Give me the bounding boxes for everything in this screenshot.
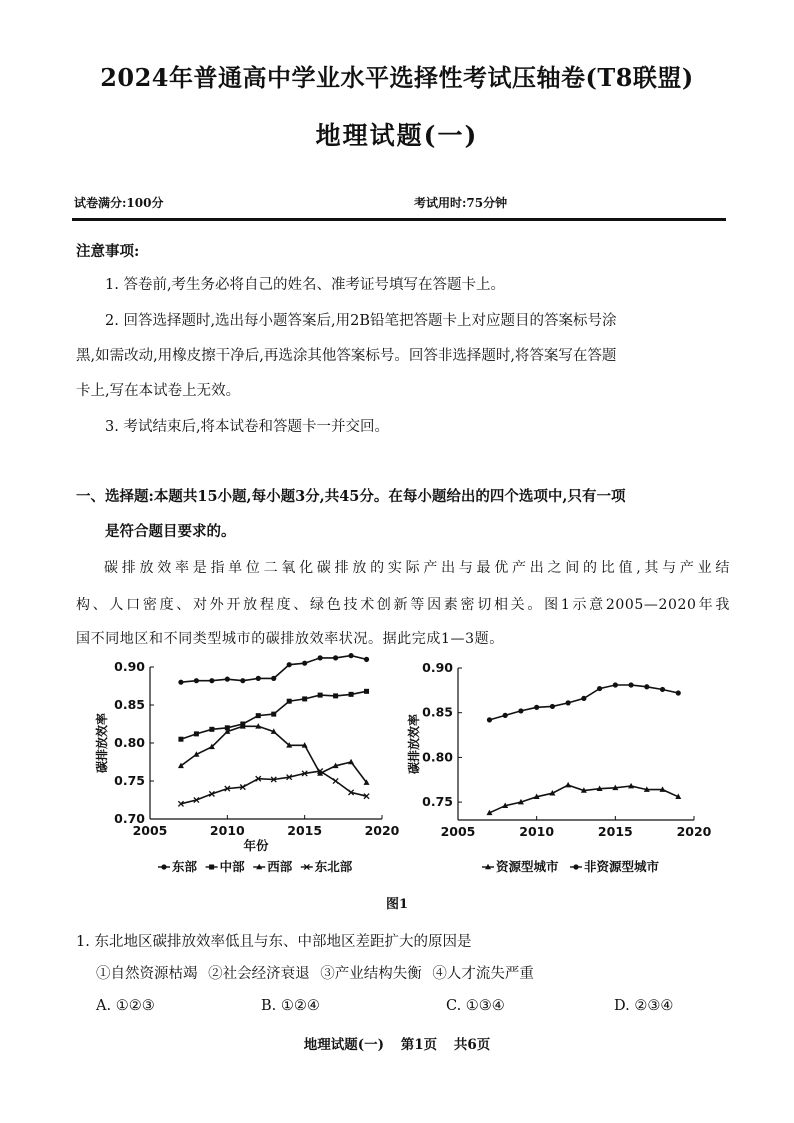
notice-item-2-line-3: 卡上,写在本试卷上无效。 <box>76 383 241 399</box>
section-heading-cont: 是符合题目要求的。 <box>105 523 236 540</box>
x-tick-label: 2005 <box>132 823 168 838</box>
x-tick-label: 2005 <box>440 824 476 839</box>
x-tick-label: 2020 <box>676 824 712 839</box>
data-point <box>550 704 555 709</box>
exam-subtitle: 地理试题(一) <box>315 121 479 150</box>
exam-title: 2024年普通高中学业水平选择性考试压轴卷(T8联盟) <box>100 63 694 92</box>
plot-area <box>150 667 382 819</box>
data-point <box>318 655 323 660</box>
data-point <box>302 696 307 701</box>
data-point <box>271 676 276 681</box>
data-point <box>566 700 571 705</box>
question-1-statements: ①自然资源枯竭 ②社会经济衰退 ③产业结构失衡 ④人才流失严重 <box>96 966 534 982</box>
data-point <box>178 680 183 685</box>
footer-title: 地理试题(一) <box>303 1037 385 1053</box>
series-1 <box>486 782 681 815</box>
notice-item-2-line-1: 2. 回答选择题时,选出每小题答案后,用2B铅笔把答题卡上对应题目的答案标号涂 <box>105 313 617 329</box>
data-point <box>644 684 649 689</box>
chart-by-region <box>86 656 406 886</box>
data-point <box>194 678 199 683</box>
legend-item-1 <box>158 859 198 874</box>
data-point <box>534 705 539 710</box>
x-tick-label: 2015 <box>597 824 633 839</box>
page-footer <box>0 1033 794 1053</box>
question-1-stem: 1. 东北地区碳排放效率低且与东、中部地区差距扩大的原因是 <box>76 934 472 950</box>
data-point <box>518 708 523 713</box>
data-point <box>240 678 245 683</box>
header-rule <box>72 218 726 221</box>
x-tick-label: 2010 <box>209 823 245 838</box>
y-tick-label: 0.85 <box>114 697 145 712</box>
y-tick-label: 0.80 <box>114 735 145 750</box>
legend-marker <box>573 864 578 869</box>
legend-item-1 <box>482 859 559 874</box>
choice-a: A. ①②③ <box>96 998 155 1014</box>
data-point <box>287 699 292 704</box>
data-point <box>225 677 230 682</box>
footer-total: 共6页 <box>453 1037 491 1053</box>
passage-line-2: 构、人口密度、对外开放程度、绿色技术创新等因素密切相关。图1示意2005—2020年我 <box>76 597 730 613</box>
legend-label: 东北部 <box>314 859 353 874</box>
y-tick-label: 0.90 <box>114 659 145 674</box>
data-point <box>178 737 183 742</box>
legend-item-2 <box>206 859 246 874</box>
data-point <box>318 693 323 698</box>
data-point <box>348 653 353 658</box>
legend-label: 非资源型城市 <box>584 859 660 874</box>
data-point <box>597 686 602 691</box>
series-3 <box>178 723 370 785</box>
legend-marker <box>161 864 166 869</box>
series-4 <box>178 769 369 807</box>
data-point <box>348 759 354 765</box>
data-point <box>209 678 214 683</box>
y-tick-label: 0.80 <box>422 749 453 765</box>
data-point <box>256 713 261 718</box>
legend-label: 东部 <box>172 859 198 874</box>
y-axis-label: 碳排放效率 <box>95 712 109 774</box>
y-tick-label: 0.90 <box>422 660 453 675</box>
choice-c: C. ①③④ <box>446 998 505 1014</box>
series-1 <box>178 653 369 685</box>
x-tick-label: 2020 <box>364 823 400 838</box>
y-tick-label: 0.70 <box>114 811 145 826</box>
time-limit: 考试用时:75分钟 <box>414 196 508 210</box>
data-point <box>333 693 338 698</box>
footer-page: 第1页 <box>400 1037 438 1053</box>
plot-area <box>458 668 694 820</box>
y-tick-label: 0.85 <box>422 704 453 720</box>
data-point <box>333 778 338 783</box>
data-point <box>487 717 492 722</box>
data-point <box>194 731 199 736</box>
legend-label: 中部 <box>219 859 245 874</box>
chart-by-city-type <box>396 656 716 886</box>
data-point <box>628 682 633 687</box>
notice-heading: 注意事项: <box>76 243 140 260</box>
series-line <box>181 771 367 804</box>
y-axis-label: 碳排放效率 <box>407 713 421 775</box>
data-point <box>364 689 369 694</box>
data-point <box>613 682 618 687</box>
data-point <box>271 712 276 717</box>
data-point <box>209 727 214 732</box>
data-point <box>349 692 354 697</box>
x-axis-label: 年份 <box>243 838 269 853</box>
notice-item-3: 3. 考试结束后,将本试卷和答题卡一并交回。 <box>105 419 390 435</box>
choice-b: B. ①②④ <box>261 998 320 1014</box>
data-point <box>565 782 571 788</box>
section-heading: 一、选择题:本题共15小题,每小题3分,共45分。在每小题给出的四个选项中,只有一项 <box>76 488 626 505</box>
data-point <box>333 655 338 660</box>
legend-item-2 <box>570 859 660 874</box>
data-point <box>287 662 292 667</box>
x-tick-label: 2010 <box>519 824 555 839</box>
legend-label: 资源型城市 <box>496 859 559 874</box>
data-point <box>660 687 665 692</box>
notice-item-1: 1. 答卷前,考生务必将自己的姓名、准考证号填写在答题卡上。 <box>105 277 506 293</box>
series-line <box>490 685 679 720</box>
legend-item-3 <box>253 859 293 874</box>
series-line <box>181 726 367 782</box>
data-point <box>581 696 586 701</box>
legend-label: 西部 <box>267 859 293 874</box>
x-tick-label: 2015 <box>287 823 323 838</box>
passage-line-1: 碳排放效率是指单位二氧化碳排放的实际产出与最优产出之间的比值,其与产业结 <box>104 560 730 576</box>
y-tick-label: 0.75 <box>422 794 453 810</box>
y-tick-label: 0.75 <box>114 773 145 788</box>
data-point <box>503 713 508 718</box>
full-score: 试卷满分:100分 <box>74 196 164 210</box>
data-point <box>364 657 369 662</box>
passage-line-3: 国不同地区和不同类型城市的碳排放效率状况。据此完成1—3题。 <box>76 631 504 647</box>
legend-marker <box>209 865 214 870</box>
choice-d: D. ②③④ <box>614 998 674 1014</box>
data-point <box>302 661 307 666</box>
notice-item-2-line-2: 黑,如需改动,用橡皮擦干净后,再选涂其他答案标号。回答非选择题时,将答案写在答题 <box>76 348 617 364</box>
data-point <box>256 676 261 681</box>
series-2 <box>487 682 681 722</box>
legend-item-4 <box>301 859 353 874</box>
data-point <box>676 690 681 695</box>
figure-caption: 图1 <box>385 897 409 912</box>
